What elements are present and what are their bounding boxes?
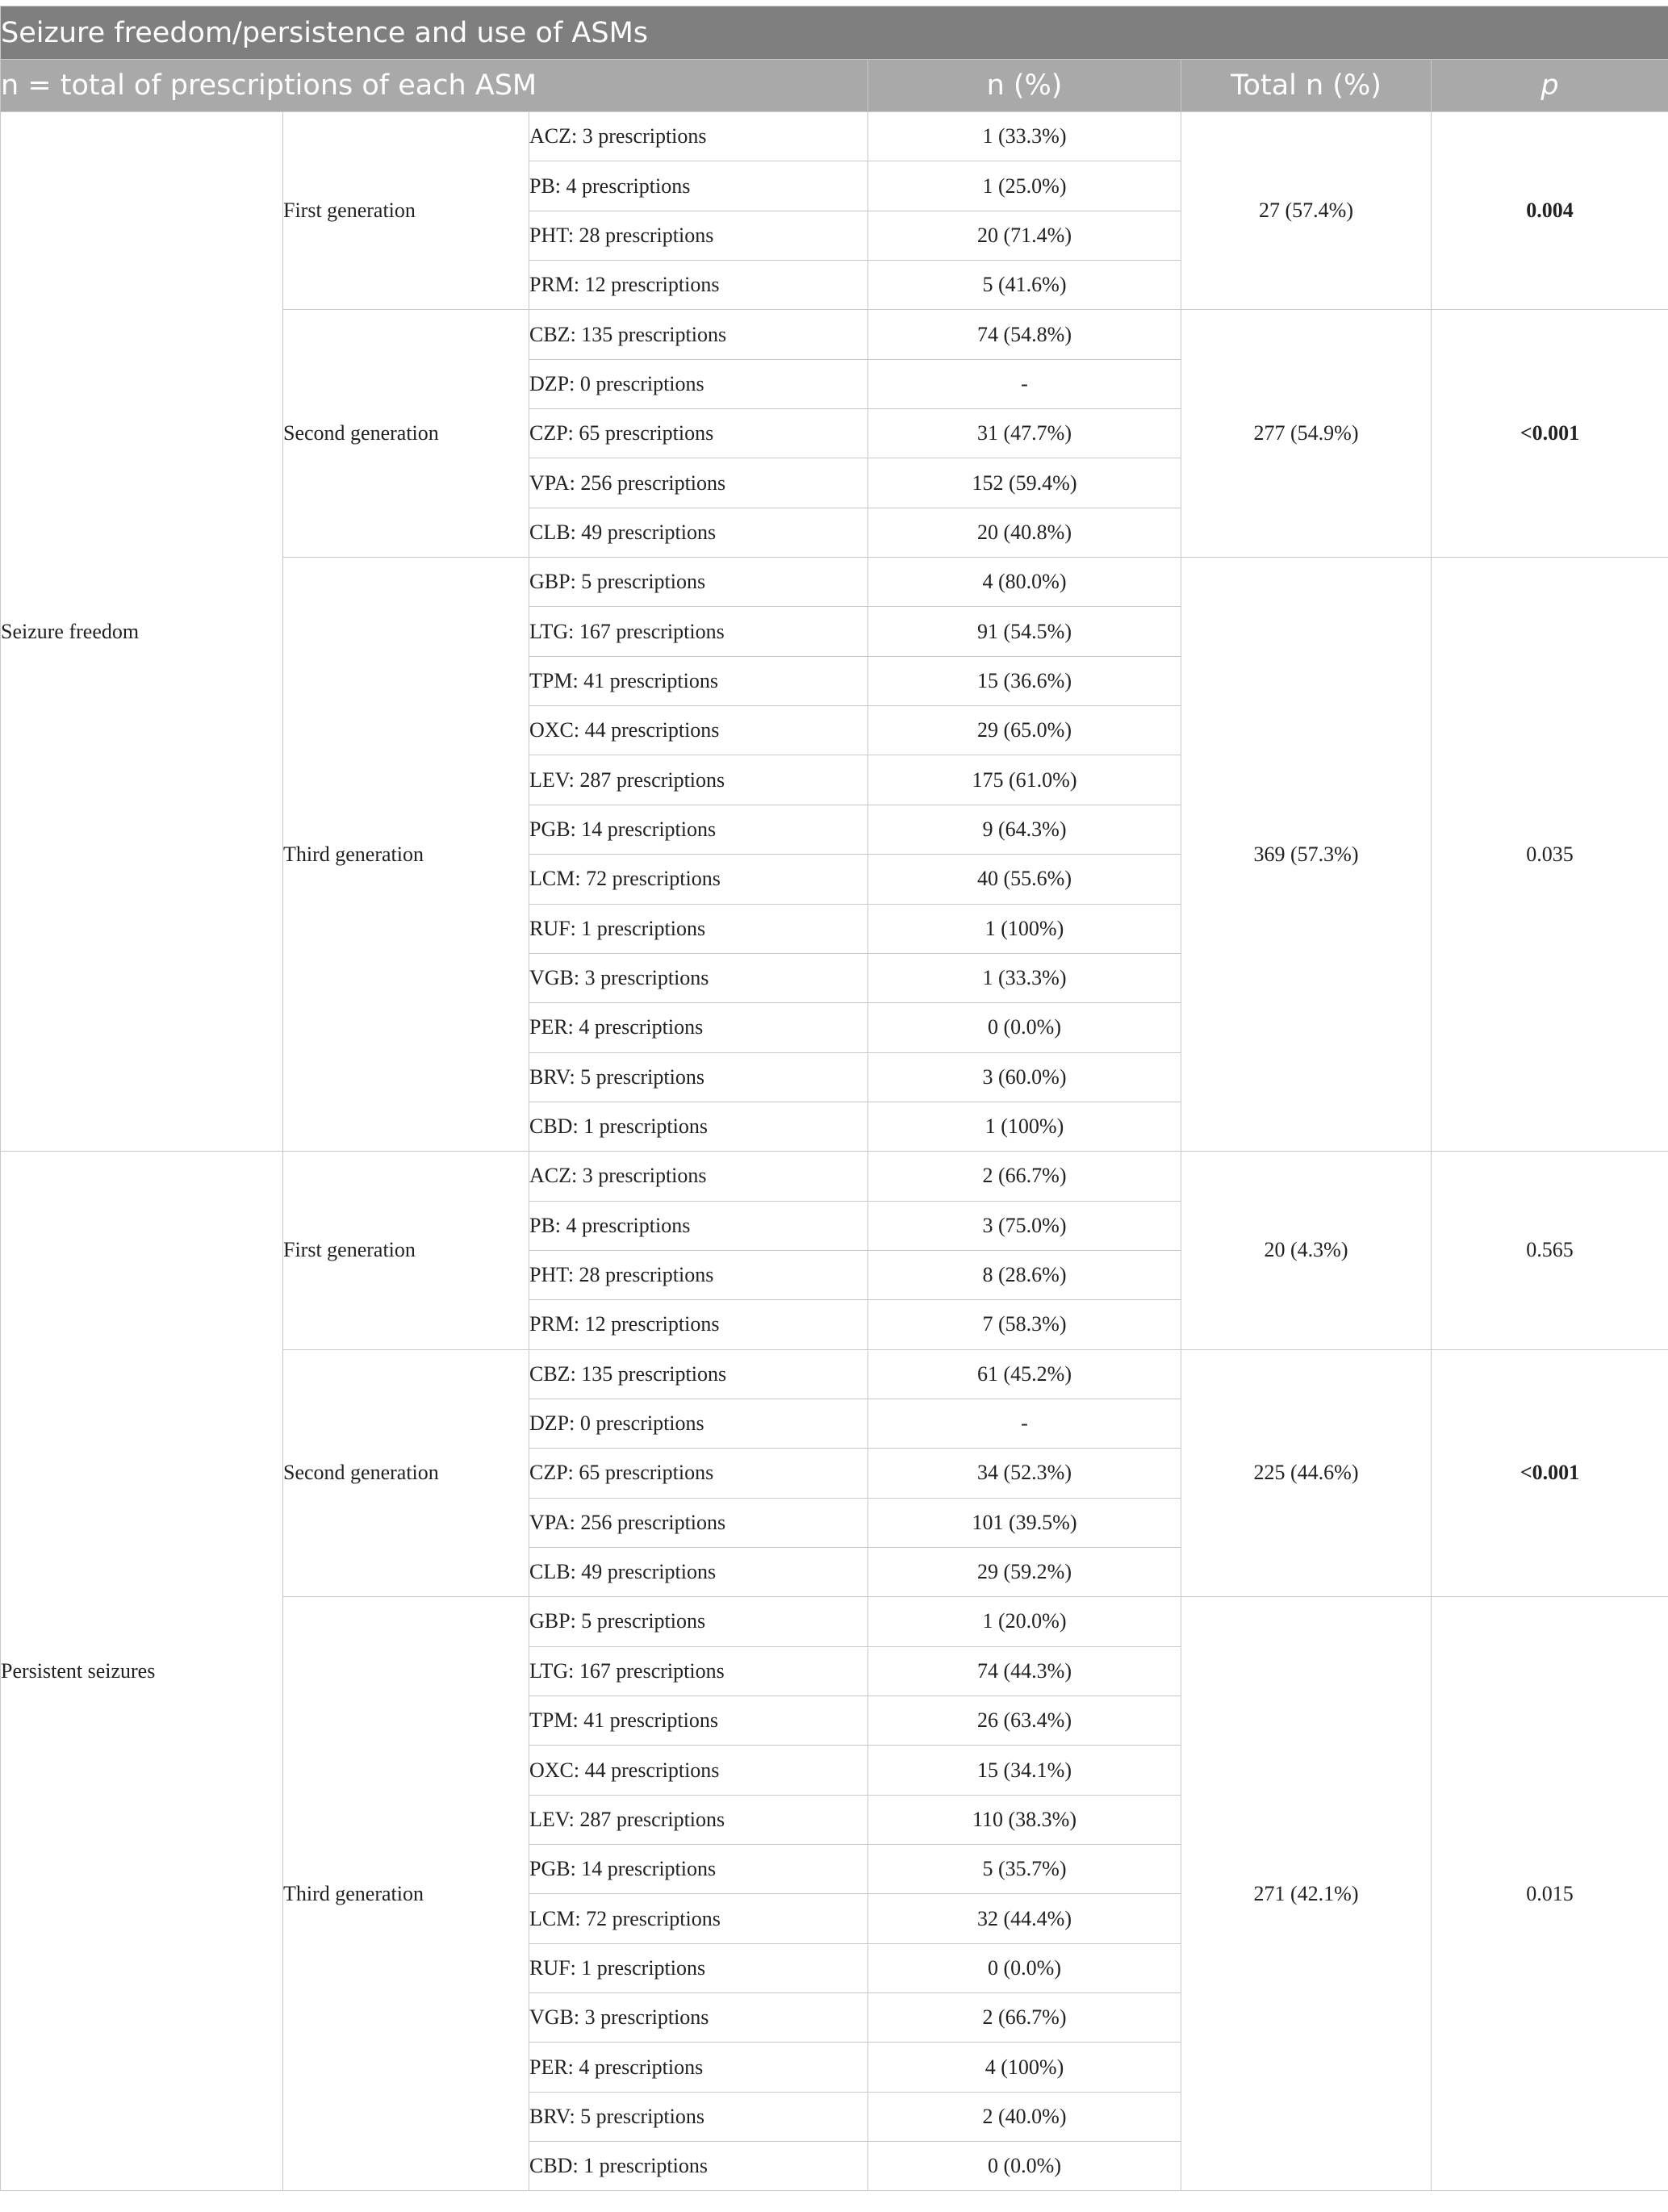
n-percent-value: 34 (52.3%) bbox=[868, 1449, 1181, 1498]
n-percent-value: 175 (61.0%) bbox=[868, 755, 1181, 805]
drug-prescriptions: PB: 4 prescriptions bbox=[529, 1201, 868, 1250]
n-percent-value: - bbox=[868, 1399, 1181, 1448]
n-percent-value: 152 (59.4%) bbox=[868, 458, 1181, 508]
p-value: <0.001 bbox=[1432, 1349, 1668, 1597]
drug-prescriptions: RUF: 1 prescriptions bbox=[529, 904, 868, 953]
n-percent-value: 15 (34.1%) bbox=[868, 1746, 1181, 1795]
n-percent-value: 5 (41.6%) bbox=[868, 261, 1181, 310]
n-percent-value: 40 (55.6%) bbox=[868, 855, 1181, 904]
drug-prescriptions: LEV: 287 prescriptions bbox=[529, 755, 868, 805]
group-total: 271 (42.1%) bbox=[1181, 1597, 1432, 2191]
n-percent-value: - bbox=[868, 359, 1181, 408]
drug-prescriptions: VPA: 256 prescriptions bbox=[529, 1498, 868, 1547]
group-total: 369 (57.3%) bbox=[1181, 558, 1432, 1152]
header-label: n = total of prescriptions of each ASM bbox=[1, 60, 868, 112]
drug-prescriptions: CBD: 1 prescriptions bbox=[529, 1102, 868, 1151]
drug-prescriptions: CZP: 65 prescriptions bbox=[529, 409, 868, 458]
header-total: Total n (%) bbox=[1181, 60, 1432, 112]
drug-prescriptions: PGB: 14 prescriptions bbox=[529, 1845, 868, 1894]
generation-label: Second generation bbox=[283, 310, 529, 558]
n-percent-value: 74 (54.8%) bbox=[868, 310, 1181, 359]
n-percent-value: 2 (66.7%) bbox=[868, 1993, 1181, 2043]
drug-prescriptions: RUF: 1 prescriptions bbox=[529, 1943, 868, 1992]
drug-prescriptions: PHT: 28 prescriptions bbox=[529, 1250, 868, 1299]
drug-prescriptions: PHT: 28 prescriptions bbox=[529, 211, 868, 260]
n-percent-value: 4 (80.0%) bbox=[868, 558, 1181, 607]
drug-prescriptions: CBD: 1 prescriptions bbox=[529, 2142, 868, 2191]
n-percent-value: 0 (0.0%) bbox=[868, 1943, 1181, 1992]
drug-prescriptions: CLB: 49 prescriptions bbox=[529, 508, 868, 557]
drug-prescriptions: LCM: 72 prescriptions bbox=[529, 1894, 868, 1943]
drug-prescriptions: VGB: 3 prescriptions bbox=[529, 953, 868, 1002]
drug-prescriptions: PRM: 12 prescriptions bbox=[529, 1300, 868, 1349]
n-percent-value: 7 (58.3%) bbox=[868, 1300, 1181, 1349]
drug-prescriptions: PER: 4 prescriptions bbox=[529, 2043, 868, 2092]
drug-prescriptions: CZP: 65 prescriptions bbox=[529, 1449, 868, 1498]
drug-prescriptions: CBZ: 135 prescriptions bbox=[529, 310, 868, 359]
n-percent-value: 20 (71.4%) bbox=[868, 211, 1181, 260]
n-percent-value: 4 (100%) bbox=[868, 2043, 1181, 2092]
group-total: 20 (4.3%) bbox=[1181, 1152, 1432, 1349]
drug-prescriptions: OXC: 44 prescriptions bbox=[529, 1746, 868, 1795]
n-percent-value: 1 (20.0%) bbox=[868, 1597, 1181, 1646]
drug-prescriptions: DZP: 0 prescriptions bbox=[529, 359, 868, 408]
generation-label: Third generation bbox=[283, 558, 529, 1152]
n-percent-value: 61 (45.2%) bbox=[868, 1349, 1181, 1399]
n-percent-value: 91 (54.5%) bbox=[868, 607, 1181, 656]
p-value: 0.015 bbox=[1432, 1597, 1668, 2191]
n-percent-value: 1 (33.3%) bbox=[868, 112, 1181, 161]
generation-label: Third generation bbox=[283, 1597, 529, 2191]
drug-prescriptions: ACZ: 3 prescriptions bbox=[529, 112, 868, 161]
drug-prescriptions: CLB: 49 prescriptions bbox=[529, 1547, 868, 1596]
header-p: p bbox=[1432, 60, 1668, 112]
n-percent-value: 1 (100%) bbox=[868, 904, 1181, 953]
drug-prescriptions: DZP: 0 prescriptions bbox=[529, 1399, 868, 1448]
generation-label: Second generation bbox=[283, 1349, 529, 1597]
n-percent-value: 0 (0.0%) bbox=[868, 1003, 1181, 1052]
p-value: 0.565 bbox=[1432, 1152, 1668, 1349]
table-row bbox=[1, 1152, 1668, 1201]
table-title: Seizure freedom/persistence and use of ASMs bbox=[1, 6, 1668, 60]
drug-prescriptions: PRM: 12 prescriptions bbox=[529, 261, 868, 310]
n-percent-value: 1 (33.3%) bbox=[868, 953, 1181, 1002]
n-percent-value: 8 (28.6%) bbox=[868, 1250, 1181, 1299]
drug-prescriptions: PER: 4 prescriptions bbox=[529, 1003, 868, 1052]
header-n-pct: n (%) bbox=[868, 60, 1181, 112]
drug-prescriptions: BRV: 5 prescriptions bbox=[529, 1052, 868, 1102]
group-total: 225 (44.6%) bbox=[1181, 1349, 1432, 1597]
n-percent-value: 2 (66.7%) bbox=[868, 1152, 1181, 1201]
n-percent-value: 9 (64.3%) bbox=[868, 805, 1181, 854]
drug-prescriptions: ACZ: 3 prescriptions bbox=[529, 1152, 868, 1201]
p-value: <0.001 bbox=[1432, 310, 1668, 558]
n-percent-value: 31 (47.7%) bbox=[868, 409, 1181, 458]
drug-prescriptions: TPM: 41 prescriptions bbox=[529, 656, 868, 705]
drug-prescriptions: LEV: 287 prescriptions bbox=[529, 1795, 868, 1844]
group-total: 27 (57.4%) bbox=[1181, 112, 1432, 310]
group-total: 277 (54.9%) bbox=[1181, 310, 1432, 558]
drug-prescriptions: PGB: 14 prescriptions bbox=[529, 805, 868, 854]
n-percent-value: 32 (44.4%) bbox=[868, 1894, 1181, 1943]
n-percent-value: 101 (39.5%) bbox=[868, 1498, 1181, 1547]
drug-prescriptions: PB: 4 prescriptions bbox=[529, 161, 868, 211]
n-percent-value: 0 (0.0%) bbox=[868, 2142, 1181, 2191]
p-value: 0.004 bbox=[1432, 112, 1668, 310]
results-table bbox=[0, 6, 1668, 2191]
table-header-row bbox=[1, 60, 1668, 112]
table-body bbox=[1, 112, 1668, 2191]
n-percent-value: 2 (40.0%) bbox=[868, 2092, 1181, 2141]
n-percent-value: 3 (75.0%) bbox=[868, 1201, 1181, 1250]
n-percent-value: 20 (40.8%) bbox=[868, 508, 1181, 557]
table-title-row bbox=[1, 6, 1668, 60]
n-percent-value: 26 (63.4%) bbox=[868, 1696, 1181, 1746]
n-percent-value: 110 (38.3%) bbox=[868, 1795, 1181, 1844]
n-percent-value: 1 (25.0%) bbox=[868, 161, 1181, 211]
drug-prescriptions: VGB: 3 prescriptions bbox=[529, 1993, 868, 2043]
n-percent-value: 1 (100%) bbox=[868, 1102, 1181, 1151]
outcome-label: Persistent seizures bbox=[1, 1152, 283, 2191]
n-percent-value: 3 (60.0%) bbox=[868, 1052, 1181, 1102]
generation-label: First generation bbox=[283, 1152, 529, 1349]
n-percent-value: 29 (59.2%) bbox=[868, 1547, 1181, 1596]
drug-prescriptions: CBZ: 135 prescriptions bbox=[529, 1349, 868, 1399]
drug-prescriptions: LTG: 167 prescriptions bbox=[529, 607, 868, 656]
table-row bbox=[1, 112, 1668, 161]
drug-prescriptions: VPA: 256 prescriptions bbox=[529, 458, 868, 508]
drug-prescriptions: OXC: 44 prescriptions bbox=[529, 706, 868, 755]
drug-prescriptions: GBP: 5 prescriptions bbox=[529, 1597, 868, 1646]
drug-prescriptions: LCM: 72 prescriptions bbox=[529, 855, 868, 904]
p-value: 0.035 bbox=[1432, 558, 1668, 1152]
drug-prescriptions: GBP: 5 prescriptions bbox=[529, 558, 868, 607]
drug-prescriptions: LTG: 167 prescriptions bbox=[529, 1646, 868, 1696]
drug-prescriptions: BRV: 5 prescriptions bbox=[529, 2092, 868, 2141]
n-percent-value: 74 (44.3%) bbox=[868, 1646, 1181, 1696]
generation-label: First generation bbox=[283, 112, 529, 310]
n-percent-value: 5 (35.7%) bbox=[868, 1845, 1181, 1894]
drug-prescriptions: TPM: 41 prescriptions bbox=[529, 1696, 868, 1746]
n-percent-value: 29 (65.0%) bbox=[868, 706, 1181, 755]
n-percent-value: 15 (36.6%) bbox=[868, 656, 1181, 705]
outcome-label: Seizure freedom bbox=[1, 112, 283, 1152]
